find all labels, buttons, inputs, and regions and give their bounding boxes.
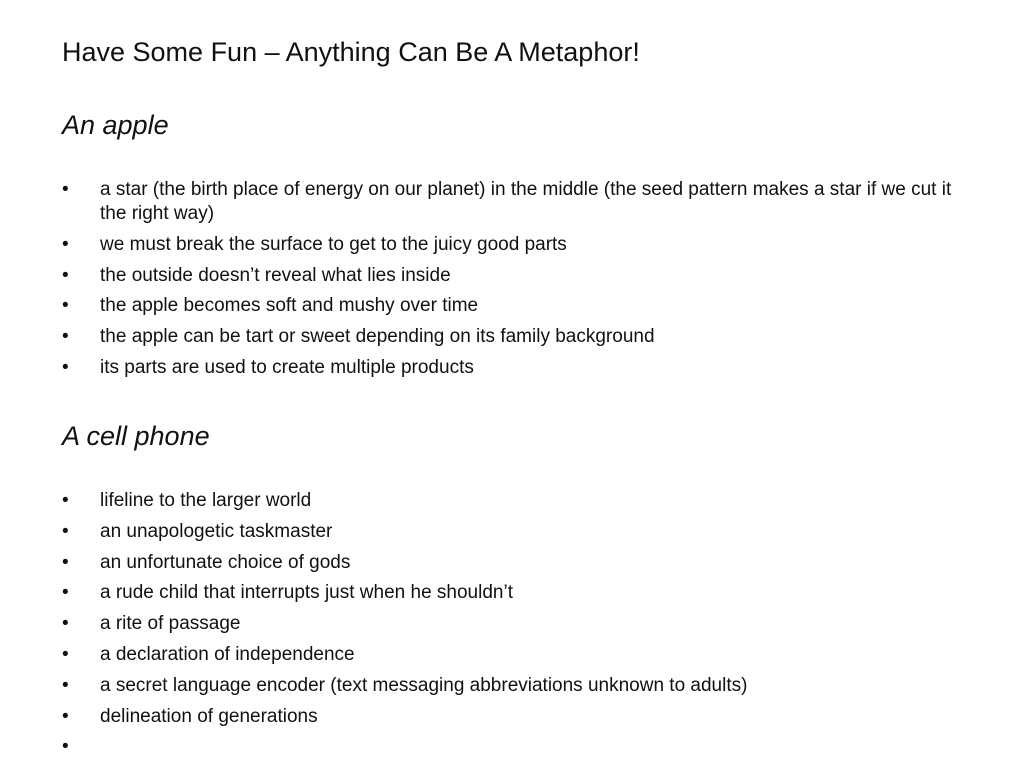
list-item — [62, 178, 962, 226]
list-item-text: a rite of passage — [100, 613, 241, 635]
bullet-icon: • — [62, 643, 69, 665]
bullet-list-apple — [62, 178, 962, 387]
list-item-text: delineation of generations — [100, 705, 318, 727]
list-item-text: the apple can be tart or sweet depending on its family background — [100, 326, 655, 348]
list-item — [62, 612, 962, 636]
list-item — [62, 264, 962, 288]
section-heading-cell-phone: A cell phone — [62, 421, 210, 451]
bullet-icon: • — [62, 264, 69, 286]
list-item-text: we must break the surface to get to the juicy good parts — [100, 233, 567, 255]
section-heading-apple: An apple — [62, 110, 169, 140]
list-item — [62, 705, 962, 729]
list-item — [62, 643, 962, 667]
list-item-text: lifeline to the larger world — [100, 490, 312, 511]
list-item — [62, 356, 962, 380]
bullet-list-cell-phone — [62, 489, 962, 758]
list-item-text: a secret language encoder (text messaging abbreviations unknown to adults) — [100, 674, 748, 696]
list-item — [62, 551, 962, 575]
list-item — [62, 581, 962, 605]
list-item-text: a star (the birth place of energy on our planet) in the middle (the seed pattern makes a star if we cut it the right way) — [100, 179, 952, 224]
bullet-icon: • — [62, 326, 69, 348]
bullet-icon: • — [62, 551, 69, 573]
list-item-text: a declaration of independence — [100, 643, 355, 665]
list-item — [62, 674, 962, 698]
bullet-icon: • — [62, 520, 69, 542]
bullet-icon: • — [62, 736, 69, 758]
bullet-icon: • — [62, 674, 69, 696]
list-item — [62, 325, 962, 349]
list-item — [62, 294, 962, 318]
list-item — [62, 233, 962, 257]
bullet-icon: • — [62, 356, 69, 378]
list-item-text: a rude child that interrupts just when he shouldn’t — [100, 582, 513, 604]
list-item-text: an unapologetic taskmaster — [100, 520, 333, 542]
list-item-text: an unfortunate choice of gods — [100, 551, 351, 573]
bullet-icon: • — [62, 705, 69, 727]
list-item-text: its parts are used to create multiple products — [100, 356, 474, 378]
bullet-icon: • — [62, 613, 69, 635]
bullet-icon: • — [62, 295, 69, 317]
bullet-icon: • — [62, 233, 69, 255]
list-item — [62, 489, 962, 513]
list-item — [62, 520, 962, 544]
bullet-icon: • — [62, 582, 69, 604]
bullet-icon: • — [62, 490, 69, 511]
slide-title: Have Some Fun – Anything Can Be A Metaphor! — [62, 37, 640, 67]
list-item-text: the apple becomes soft and mushy over time — [100, 295, 479, 317]
bullet-icon: • — [62, 179, 69, 200]
list-item-text: the outside doesn’t reveal what lies inside — [100, 264, 451, 286]
